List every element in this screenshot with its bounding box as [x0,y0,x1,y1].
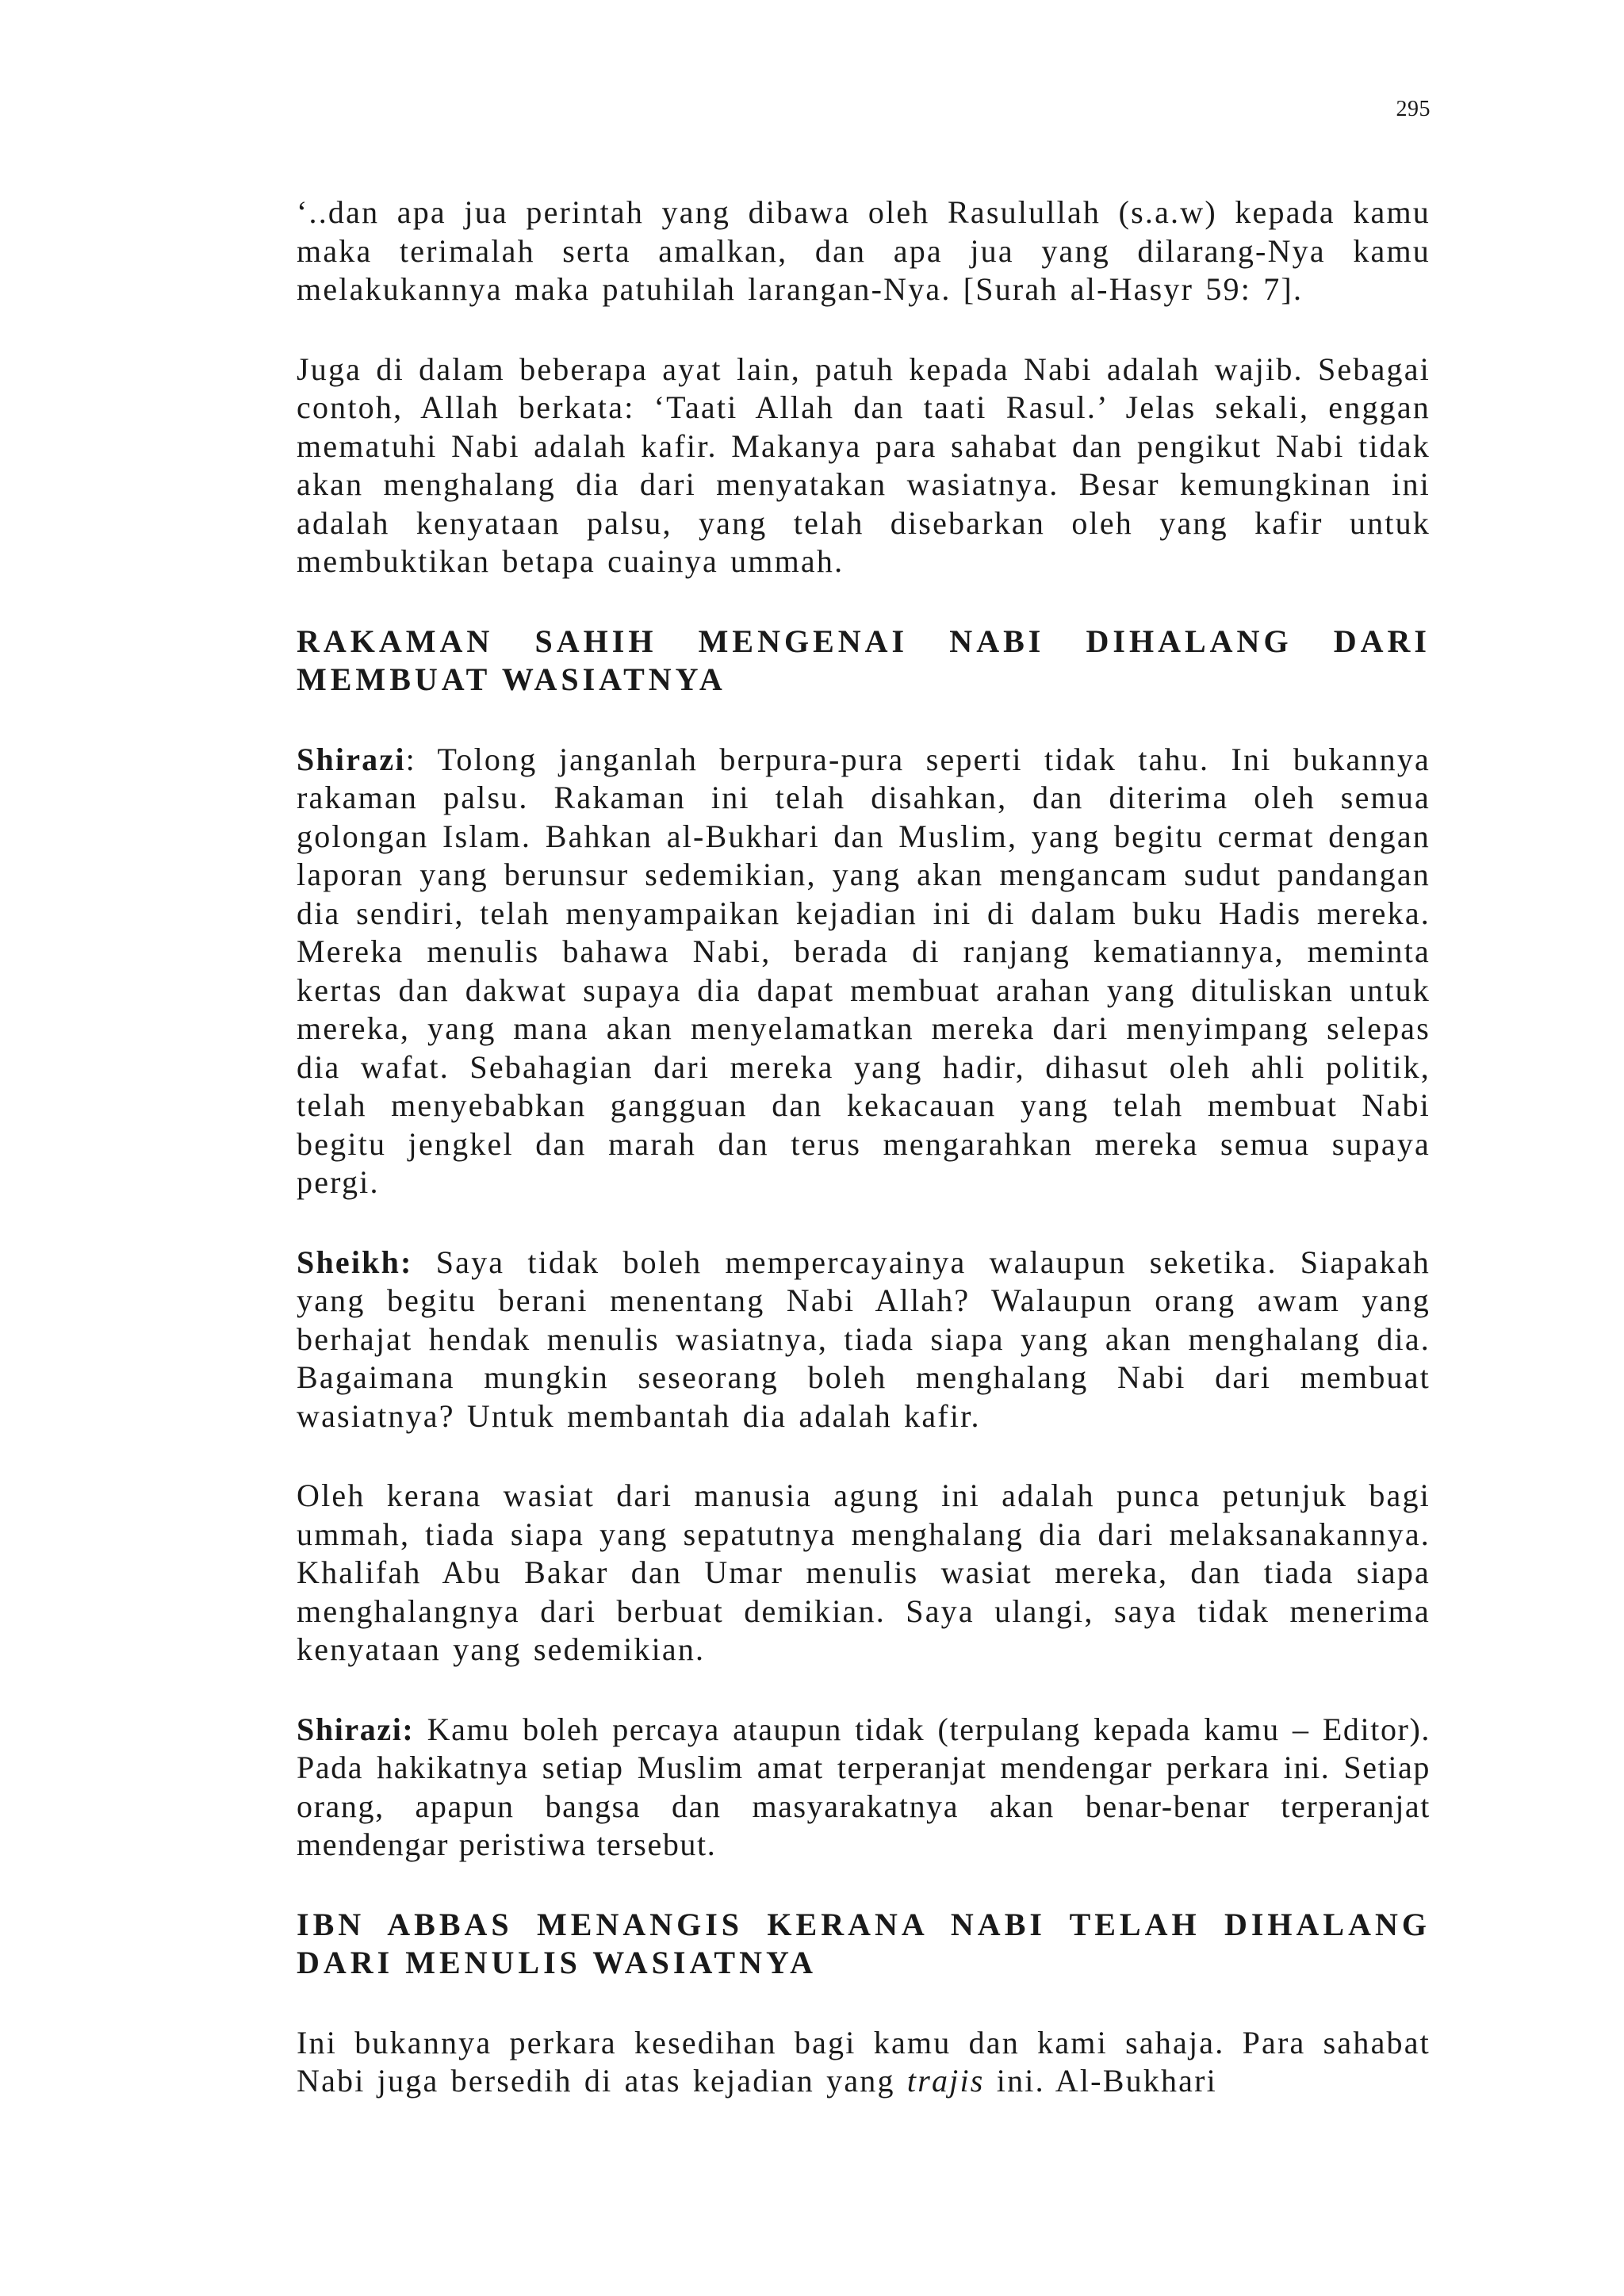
document-body [297,194,1431,2142]
body-text-end: ini. Al-Bukhari [984,2063,1217,2099]
dialogue-paragraph-sheikh [297,1244,1431,1436]
dialogue-paragraph-shirazi-2 [297,1711,1431,1865]
dialogue-text-shirazi-1: : Tolong janganlah berpura-pura seperti tidak tahu. Ini bukannya rakaman palsu. Rakaman ini telah disahkan, dan diterima oleh semua golongan Islam. Bahkan al-Bukhari dan Muslim, yang begitu cermat dengan laporan yang berunsur sedemikian, yang akan mengancam sudut pandangan dia sendiri, telah menyampaikan kejadian ini di dalam buku Hadis mereka. Mereka menulis bahawa Nabi, berada di ranjang kematiannya, meminta kertas dan dakwat supaya dia dapat membuat arahan yang dituliskan untuk mereka, yang mana akan menyelamatkan mereka dari menyimpang selepas dia wafat. Sebahagian dari mereka yang hadir, dihasut oleh ahli politik, telah menyebabkan gangguan dan kekacauan yang telah membuat Nabi begitu jengkel dan marah dan terus mengarahkan mereka semua supaya pergi. [297,741,1431,1200]
section-heading-ibn-abbas: IBN ABBAS MENANGIS KERANA NABI TELAH DIHALANG DARI MENULIS WASIATNYA [297,1906,1431,1980]
speaker-label-shirazi: Shirazi: [297,1711,415,1747]
body-paragraph-will-guidance: Oleh kerana wasiat dari manusia agung ini adalah punca petunjuk bagi ummah, tiada siapa yang sepatutnya menghalang dia dari melaksanakannya. Khalifah Abu Bakar dan Umar menulis wasiat mereka, dan tiada siapa menghalangnya dari berbuat demikian. Saya ulangi, saya tidak menerima kenyataan yang sedemikian. [297,1478,1431,1667]
page-number: 295 [1396,97,1431,121]
speaker-label-sheikh: Sheikh: [297,1244,413,1280]
quran-quote-paragraph: ‘..dan apa jua perintah yang dibawa oleh Rasulullah (s.a.w) kepada kamu maka terimalah serta amalkan, dan apa jua yang dilarang-Nya kamu melakukannya maka patuhilah larangan-Nya. [Surah al-Hasyr 59: 7]. [297,194,1431,307]
body-paragraph-companions-sad [297,2024,1431,2101]
speaker-label-shirazi: Shirazi [297,741,406,777]
section-heading-authentic-record: RAKAMAN SAHIH MENGENAI NABI DIHALANG DARI MEMBUAT WASIATNYA [297,623,1431,697]
body-paragraph-obey-prophet: Juga di dalam beberapa ayat lain, patuh kepada Nabi adalah wajib. Sebagai contoh, Allah berkata: ‘Taati Allah dan taati Rasul.’ Jelas sekali, enggan mematuhi Nabi adalah kafir. Makanya para sahabat dan pengikut Nabi tidak akan menghalang dia dari menyatakan wasiatnya. Besar kemungkinan ini adalah kenyataan palsu, yang telah disebarkan oleh yang kafir untuk membuktikan betapa cuainya ummah. [297,351,1431,579]
italic-word: trajis [906,2063,985,2099]
dialogue-paragraph-shirazi-1 [297,741,1431,1202]
dialogue-text-shirazi-2: Kamu boleh percaya ataupun tidak (terpulang kepada kamu – Editor). Pada hakikatnya setiap Muslim amat terperanjat mendengar perkara ini. Setiap orang, apapun bangsa dan masyarakatnya akan benar-benar terperanjat mendengar peristiwa tersebut. [297,1711,1431,1862]
body-text-start: Ini bukannya perkara kesedihan bagi kamu dan kami sahaja. Para sahabat Nabi juga bersedih di atas kejadian yang [297,2024,1431,2099]
dialogue-text-sheikh: Saya tidak boleh mempercayainya walaupun seketika. Siapakah yang begitu berani menentang Nabi Allah? Walaupun orang awam yang berhajat hendak menulis wasiatnya, tiada siapa yang akan menghalang dia. Bagaimana mungkin seseorang boleh menghalang Nabi dari membuat wasiatnya? Untuk membantah dia adalah kafir. [297,1244,1431,1434]
